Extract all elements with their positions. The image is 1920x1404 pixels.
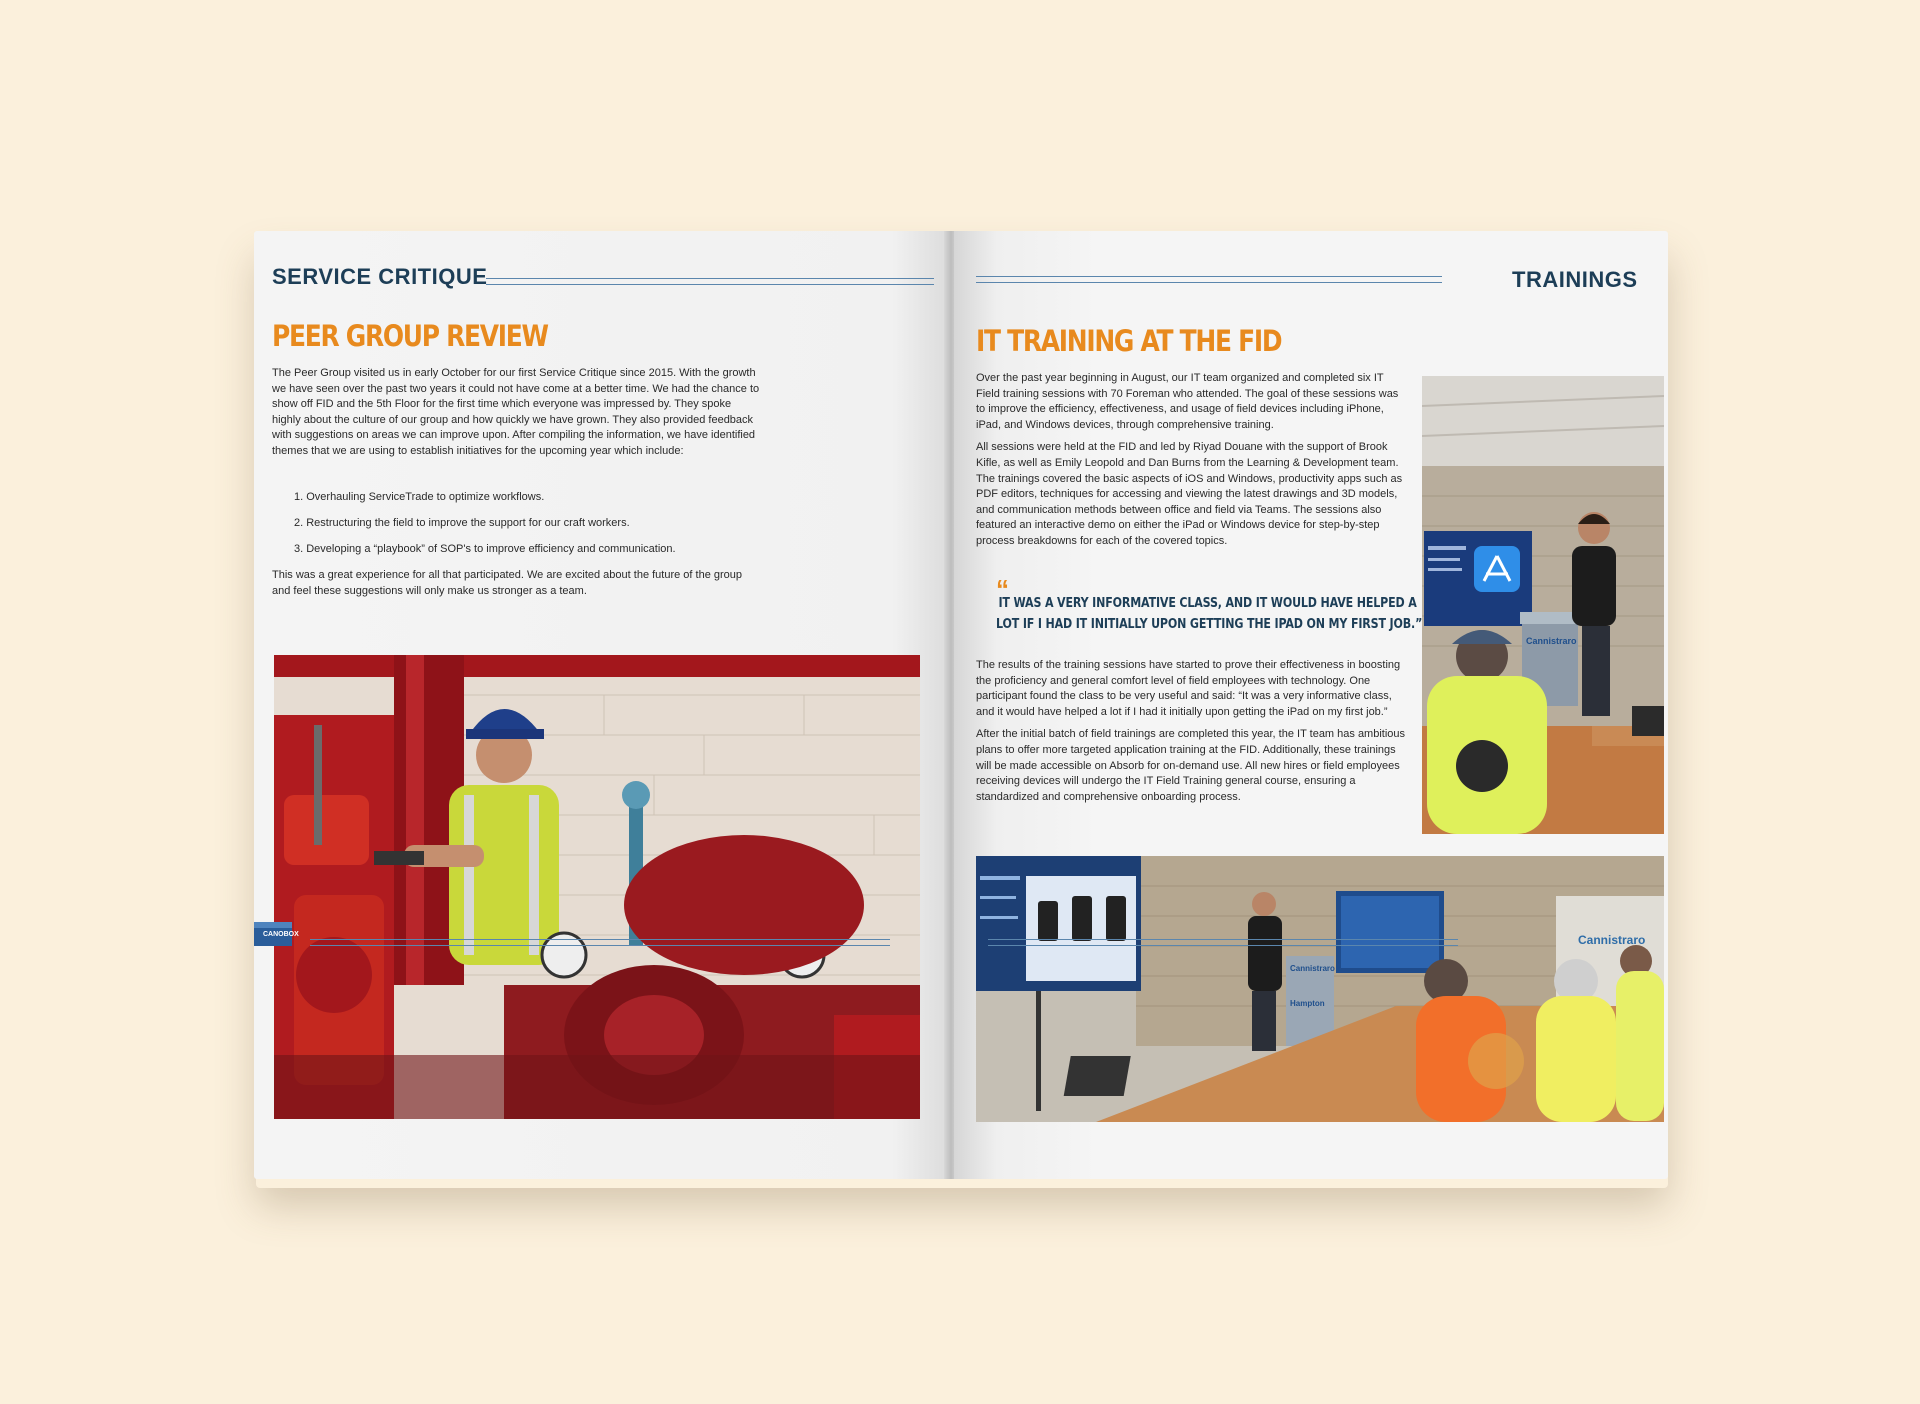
pull-quote-line2: LOT IF I HAD IT INITIALLY UPON GETTING THE IPAD ON MY FIRST JOB.” [996,616,1423,632]
pull-quote [996,593,1422,635]
classroom-podium-signage: Cannistraro [1290,964,1335,973]
headline-it-training: IT TRAINING AT THE FID [976,324,1282,358]
after-quote-paragraphs [976,658,1408,812]
footer-rule-right [988,939,1458,946]
paragraph-3: The results of the training sessions have started to prove their effectiveness in boosting the proficiency and general comfort level of field employees with technology. One participant found the class to be very useful and said: “It was a very informative class, and it would have helped a lot if I had it initially upon getting the iPad on my first job.” [976,659,1401,718]
left-page [254,231,948,1179]
list-item-3: 3. Developing a “playbook” of SOP's to improve efficiency and communication. [294,543,676,555]
photo-classroom-training [976,856,1664,1122]
section-label-trainings: TRAININGS [1512,267,1638,292]
header-rule-right [976,276,1442,283]
paragraph-2: All sessions were held at the FID and led by Riyad Douane with the support of Brook Kifle, as well as Emily Leopold and Dan Burns from the Learning & Development team. The trainings covered the basic aspects of iOS and Windows, productivity apps such as PDF editors, techniques for accessing and viewing the latest drawings and 3D models, and communication methods between office and field via Teams. The sessions also featured an interactive demo on either the iPad or Windows device for step-by-step process breakdowns for each of the covered topics. [976,441,1403,547]
footer-brand-cannistraro: Cannistraro [1578,933,1646,947]
intro-paragraph [272,366,762,467]
headline-peer-group-review: PEER GROUP REVIEW [272,319,548,353]
intro-paragraphs [976,371,1408,557]
intro-text: The Peer Group visited us in early October for our first Service Critique since 2015. With the growth we have seen over the past two years it could not have come at a better time. We had the chance to show off FID and the 5th Floor for the first time which everyone was impressed by. They spoke highly about the culture of our group and how quickly we have grown. They also provided feedback with suggestions on areas we can improve upon. After compiling the information, we have identified themes that we are using to establish initiatives for the upcoming year which include: [272,367,760,457]
list-item-2: 2. Restructuring the field to improve the support for our craft workers. [294,517,630,529]
closing-paragraph [272,568,762,606]
section-label-service-critique: SERVICE CRITIQUE [272,264,488,289]
photo-worker-fire-pump [274,655,920,1119]
header-rule [486,278,934,285]
right-page [954,231,1668,1179]
footer-rule-left [310,939,890,946]
list-item-1: 1. Overhauling ServiceTrade to optimize workflows. [294,491,545,503]
photo-presenter-podium [1422,376,1664,834]
footer-logo-text: CANOBOX [263,931,299,938]
closing-text: This was a great experience for all that participated. We are excited about the future of the group and feel these suggestions will only make us stronger as a team. [272,569,743,597]
podium-signage: Cannistraro [1526,636,1577,646]
classroom-podium-signage-2: Hampton [1290,999,1325,1008]
pull-quote-line1: IT WAS A VERY INFORMATIVE CLASS, AND IT WOULD HAVE HELPED A [998,595,1417,611]
paragraph-1: Over the past year beginning in August, our IT team organized and completed six IT Field training sessions with 70 Foreman who attended. The goal of these sessions was to improve the efficiency, effectiveness, and usage of field devices including iPhone, iPad, and Windows devices, through comprehensive training. [976,372,1399,431]
quote-open-mark: “ [996,574,1009,604]
paragraph-4: After the initial batch of field trainings are completed this year, the IT team has ambitious plans to offer more targeted application training at the FID. Additionally, these trainings will be made accessible on Absorb for on-demand use. All new hires or field employees receiving devices will undergo the IT Field Training general course, ensuring a standardized and comprehensive onboarding process. [976,728,1406,803]
